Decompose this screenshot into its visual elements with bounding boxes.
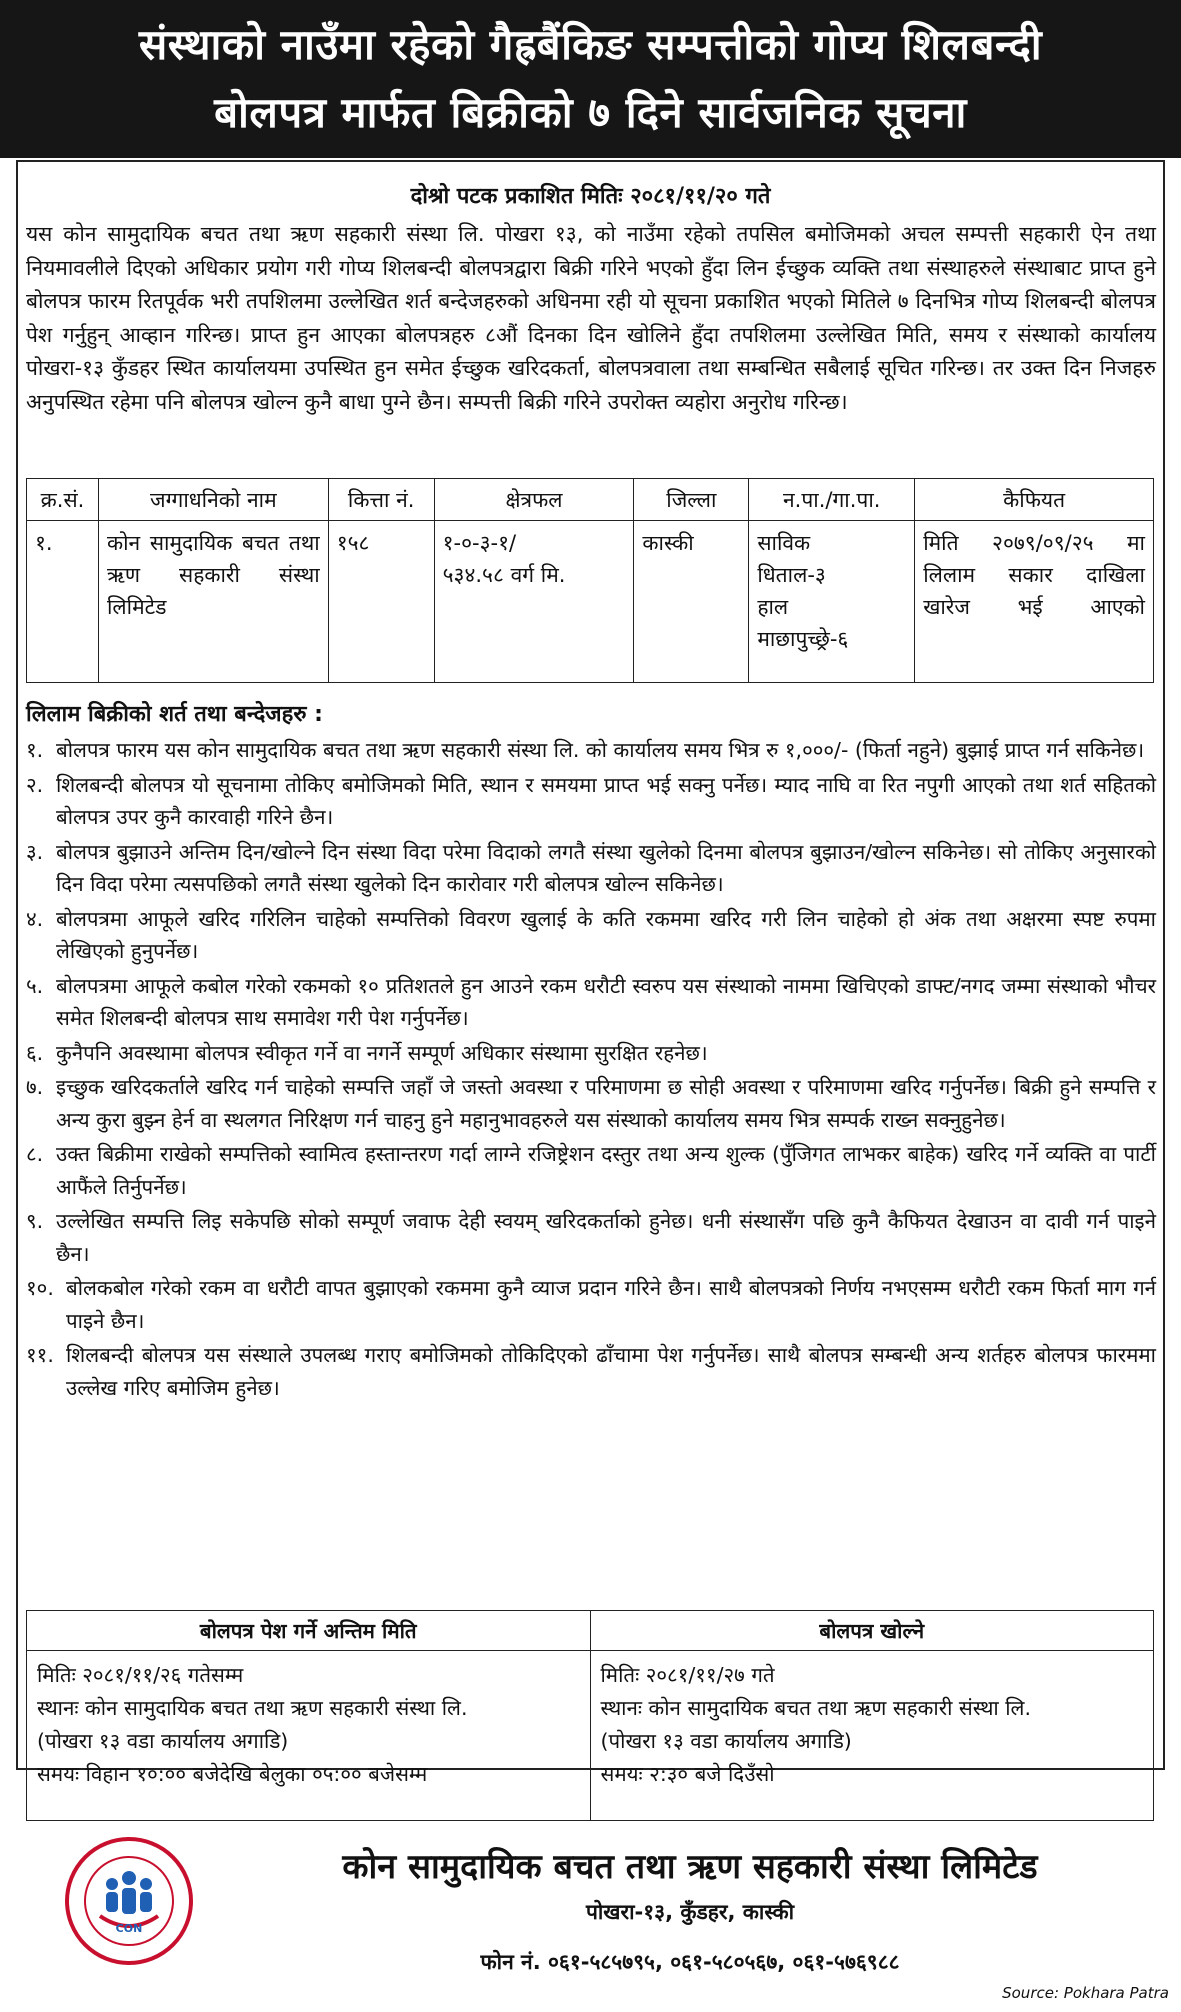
- term-number: १.: [26, 738, 44, 762]
- header-title-line1: संस्थाको नाउँमा रहेको गैह्रबैंकिङ सम्पत्तीको गोप्य शिलबन्दी: [138, 20, 1043, 69]
- terms-heading: लिलाम बिक्रीको शर्त तथा बन्देजहरु :: [26, 702, 323, 727]
- term-text: उक्त बिक्रीमा राखेको सम्पत्तिको स्वामित्व हस्तान्तरण गर्दा लाग्ने रजिष्ट्रेशन दस्तुर तथा अन्य शुल्क (पुँजिगत लाभकर बाहेक) खरिद गर्ने व्यक्ति वा पार्टी आफैंले तिर्नुपर्नेछ।: [56, 1142, 1156, 1199]
- footer-address: पोखरा-१३, कुँडहर, कास्की: [585, 1900, 795, 1924]
- col-area: क्षेत्रफल: [434, 479, 634, 521]
- table-row: [27, 521, 1154, 683]
- open-date: मितिः २०८१/११/२७ गते: [600, 1663, 775, 1687]
- source-credit: Source: Pokhara Patra: [1002, 1984, 1169, 2002]
- cell-district: कास्की: [634, 521, 749, 683]
- submit-place: स्थानः कोन सामुदायिक बचत तथा ऋण सहकारी संस्था लि.: [37, 1696, 468, 1720]
- open-details: [590, 1651, 1154, 1821]
- municipality-line2: धिताल-३: [757, 563, 826, 587]
- list-item: [26, 970, 1156, 1035]
- submit-place-detail: (पोखरा १३ वडा कार्यालय अगाडि): [37, 1729, 289, 1753]
- list-item: [26, 1272, 1156, 1337]
- term-text: बोलपत्रमा आफूले खरिद गरिलिन चाहेको सम्पत्तिको विवरण खुलाई के कति रकममा खरिद गरी लिन चाहेको हो अंक तथा अक्षरमा स्पष्ट रुपमा लेखिएको हुनुपर्नेछ।: [56, 906, 1156, 963]
- term-text: कुनैपनि अवस्थामा बोलपत्र स्वीकृत गर्ने वा नगर्ने सम्पूर्ण अधिकार संस्थामा सुरक्षित रहनेछ।: [56, 1040, 708, 1065]
- terms-list: [26, 734, 1156, 1406]
- term-text: उल्लेखित सम्पत्ति लिइ सकेपछि सोको सम्पूर्ण जवाफ देही स्वयम् खरिदकर्ताको हुनेछ। धनी संस्थासँग पछि कुनै कैफियत देखाउन वा दावी गर्न पाइने छैन।: [56, 1209, 1156, 1266]
- area-line1: १-०-३-१/: [442, 531, 517, 555]
- term-number: ८.: [26, 1142, 44, 1166]
- property-table: [26, 478, 1154, 683]
- open-place: स्थानः कोन सामुदायिक बचत तथा ऋण सहकारी संस्था लि.: [600, 1696, 1031, 1720]
- term-number: ७.: [26, 1075, 44, 1099]
- list-item: [26, 1071, 1156, 1136]
- cell-sn: १.: [27, 521, 99, 683]
- list-item: [26, 836, 1156, 901]
- term-number: ३.: [26, 839, 44, 864]
- col-remarks: कैफियत: [915, 479, 1154, 521]
- footer-phone: फोन नं. ०६१-५८५७९५, ०६१-५८०५६७, ०६१-५७६९८८: [480, 1950, 900, 1974]
- list-item: [26, 1339, 1156, 1404]
- open-place-detail: (पोखरा १३ वडा कार्यालय अगाडि): [600, 1729, 852, 1753]
- list-item: [26, 734, 1156, 767]
- organization-logo: [64, 1836, 194, 1966]
- municipality-line3: हाल: [757, 595, 789, 619]
- term-number: ५.: [26, 973, 44, 998]
- term-text: बोलपत्र फारम यस कोन सामुदायिक बचत तथा ऋण सहकारी संस्था लि. को कार्यालय समय भित्र रु १,०००/- (फिर्ता नहुने) बुझाई प्राप्त गर्न सकिनेछ।: [56, 738, 1145, 762]
- submit-header: बोलपत्र पेश गर्ने अन्तिम मिति: [27, 1611, 591, 1651]
- col-district: जिल्ला: [634, 479, 749, 521]
- municipality-line4: माछापुच्छ्रे-६: [757, 627, 849, 651]
- list-item: [26, 1037, 1156, 1070]
- cell-remarks: मिति २०७९/०९/२५ मा लिलाम सकार दाखिला खारेज भई आएको: [915, 521, 1154, 683]
- col-owner: जग्गाधनिको नाम: [98, 479, 328, 521]
- property-table-header: [27, 479, 1154, 521]
- term-text: बोलपत्रमा आफूले कबोल गरेको रकमको १० प्रतिशतले हुन आउने रकम धरौटी स्वरुप यस संस्थाको नाममा खिचिएको डाफ्ट/नगद जम्मा संस्थाको भौचर समेत शिलबन्दी बोलपत्र साथ समावेश गरी पेश गर्नुपर्नेछ।: [56, 973, 1156, 1030]
- term-number: ४.: [26, 906, 44, 931]
- term-number: ११.: [26, 1343, 54, 1367]
- cell-municipality: [749, 521, 915, 683]
- area-line2: ५३४.५८ वर्ग मि.: [442, 563, 566, 587]
- term-number: २.: [26, 772, 44, 797]
- notice-header: [0, 0, 1181, 158]
- term-text: शिलबन्दी बोलपत्र यस संस्थाले उपलब्ध गराए बमोजिमको तोकिदिएको ढाँचामा पेश गर्नुपर्नेछ। साथै बोलपत्र सम्बन्धी अन्य शर्तहरु बोलपत्र फारममा उल्लेख गरिए बमोजिम हुनेछ।: [66, 1343, 1156, 1400]
- municipality-line1: साविक: [757, 531, 811, 555]
- submit-date: मितिः २०८१/११/२६ गतेसम्म: [37, 1663, 244, 1687]
- term-number: १०.: [26, 1276, 54, 1300]
- intro-paragraph: यस कोन सामुदायिक बचत तथा ऋण सहकारी संस्था लि. पोखरा १३, को नाउँमा रहेको तपसिल बमोजिमको अचल सम्पत्ती सहकारी ऐन तथा नियमावलीले दिएको अधिकार प्रयोग गरी गोप्य शिलबन्दी बोलपत्रद्वारा बिक्री गरिने भएको हुँदा लिन ईच्छुक व्यक्ति तथा संस्थाहरुले संस्थाबाट प्राप्त हुने बोलपत्र फारम रितपूर्वक भरी तपशिलमा उल्लेखित शर्त बन्देजहरुको अधिनमा रही यो सूचना प्रकाशित भएको मितिले ७ दिनभित्र गोप्य शिलबन्दी बोलपत्र पेश गर्नुहुन् आव्हान गरिन्छ। प्राप्त हुन आएका बोलपत्रहरु ८औं दिनका दिन खोलिने हुँदा तपशिलमा उल्लेखित मिति, समय र संस्थाको कार्यालय पोखरा-१३ कुँडहर स्थित कार्यालयमा उपस्थित हुन समेत ईच्छुक खरिदकर्ता, बोलपत्रवाला तथा सम्बन्धित सबैलाई सूचित गरिन्छ। तर उक्त दिन निजहरु अनुपस्थित रहेमा पनि बोलपत्र खोल्न कुनै बाधा पुग्ने छैन। सम्पत्ती बिक्री गरिने उपरोक्त व्यहोरा अनुरोध गरिन्छ।: [26, 222, 1156, 414]
- term-number: ६.: [26, 1040, 44, 1065]
- header-title-line2: बोलपत्र मार्फत बिक्रीको ७ दिने सार्वजनिक सूचना: [214, 88, 967, 137]
- list-item: [26, 903, 1156, 968]
- list-item: [26, 1138, 1156, 1203]
- open-header: बोलपत्र खोल्ने: [590, 1611, 1154, 1651]
- cell-owner: कोन सामुदायिक बचत तथा ऋण सहकारी संस्था लिमिटेड: [98, 521, 328, 683]
- term-text: शिलबन्दी बोलपत्र यो सूचनामा तोकिए बमोजिमको मिति, स्थान र समयमा प्राप्त भई सक्नु पर्नेछ। म्याद नाघि वा रित नपुगी आएको तथा शर्त सहितको बोलपत्र उपर कुनै कारवाही गरिने छैन।: [56, 772, 1156, 829]
- col-kitta: कित्ता नं.: [328, 479, 434, 521]
- open-time: समयः २:३० बजे दिउँसो: [600, 1762, 775, 1786]
- col-sn: क्र.सं.: [27, 479, 99, 521]
- logo-text: CON: [115, 1922, 143, 1935]
- term-text: इच्छुक खरिदकर्तालेे खरिद गर्न चाहेको सम्पत्ति जहाँ जे जस्तो अवस्था र परिमाणमा छ सोही अवस्था र परिमाणमा खरिद गर्नुपर्नेछ। बिक्री हुने सम्पत्ति र अन्य कुरा बुझ्न हेर्न वा स्थलगत निरिक्षण गर्न चाहनु हुने महानुभावहरुले यस संस्थाको कार्यालय समय भित्र सम्पर्क राख्न सक्नुहुनेछ।: [56, 1075, 1156, 1132]
- col-municipality: न.पा./गा.पा.: [749, 479, 915, 521]
- cell-area: [434, 521, 634, 683]
- list-item: [26, 769, 1156, 834]
- footer-organization-name: कोन सामुदायिक बचत तथा ऋण सहकारी संस्था लिमिटेड: [342, 1847, 1038, 1887]
- submit-details: [27, 1651, 591, 1821]
- list-item: [26, 1205, 1156, 1270]
- cell-kitta: १५८: [328, 521, 434, 683]
- term-number: ९.: [26, 1209, 44, 1233]
- submit-time: समयः विहान १०:०० बजेदेखि बेलुका ०५:०० बजेसम्म: [37, 1762, 428, 1786]
- publication-date: दोश्रो पटक प्रकाशित मितिः २०८१/११/२० गते: [410, 184, 771, 209]
- term-text: बोलपत्र बुझाउने अन्तिम दिन/खोल्ने दिन संस्था विदा परेमा विदाको लगतै संस्था खुलेको दिनमा बोलपत्र बुझाउन/खोल्न सकिनेछ। सो तोकिए अनुसारको दिन विदा परेमा त्यसपछिको लगतै संस्था खुलेको दिन कारोवार गरी बोलपत्र खोल्न सकिनेछ।: [56, 839, 1156, 896]
- schedule-table: [26, 1610, 1154, 1821]
- term-text: बोलकबोल गरेको रकम वा धरौटी वापत बुझाएको रकममा कुनै व्याज प्रदान गरिने छैन। साथै बोलपत्रको निर्णय नभएसम्म धरौटी रकम फिर्ता माग गर्न पाइने छैन।: [66, 1276, 1156, 1333]
